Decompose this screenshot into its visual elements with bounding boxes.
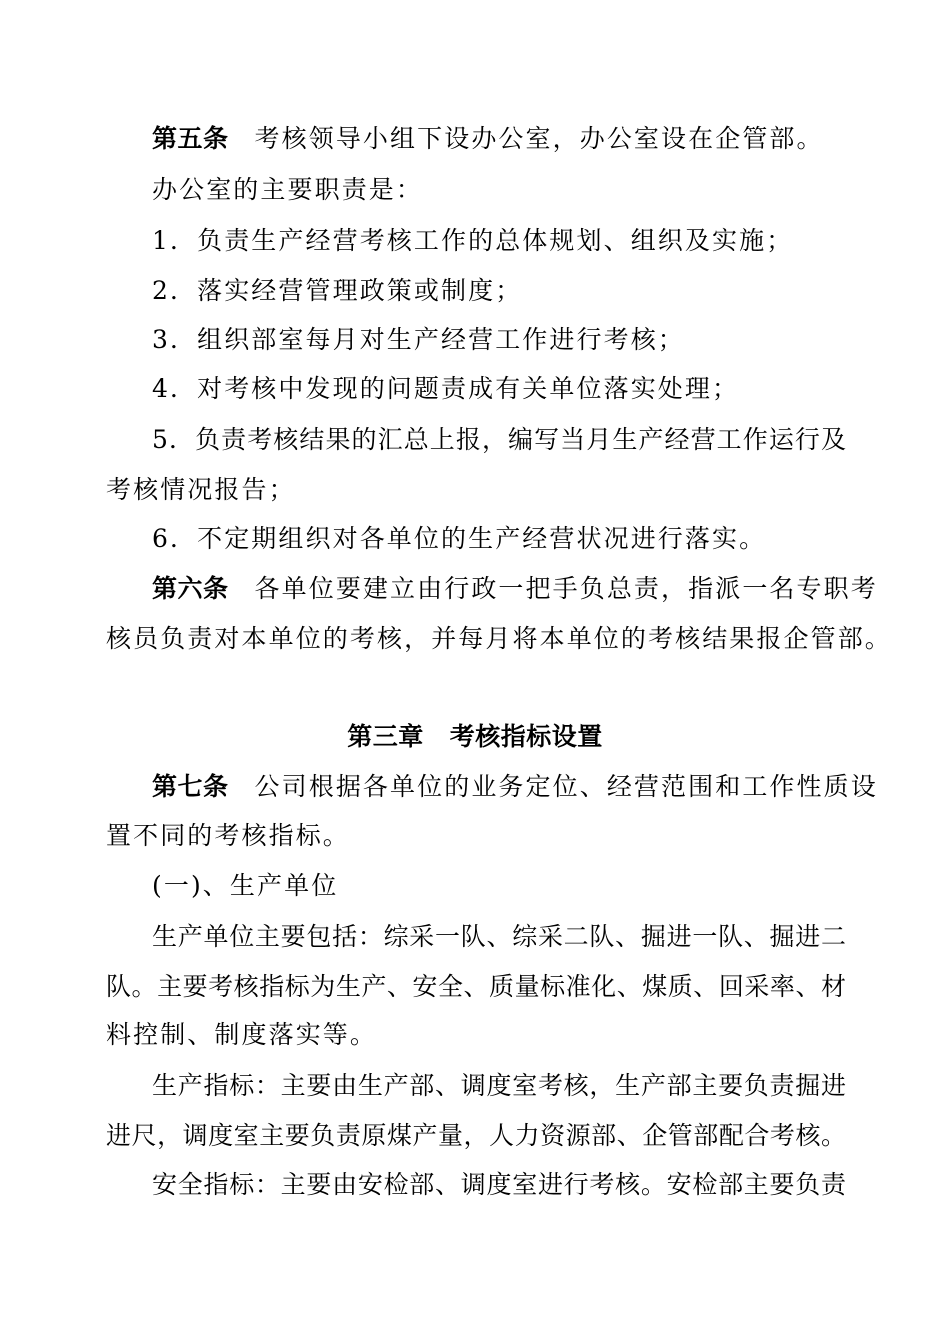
duty-item-1: 1．负责生产经营考核工作的总体规划、组织及实施； xyxy=(152,226,794,255)
article-6 xyxy=(152,574,878,604)
article-7-label: 第七条 xyxy=(152,772,229,801)
duty-item-6: 6．不定期组织对各单位的生产经营状况进行落实。 xyxy=(152,524,767,553)
article-5-label: 第五条 xyxy=(152,124,229,153)
section-heading-production-units: (一)、生产单位 xyxy=(152,871,339,900)
duty-item-3: 3．组织部室每月对生产经营工作进行考核； xyxy=(152,325,685,354)
article-6-label: 第六条 xyxy=(152,574,229,603)
article-5 xyxy=(152,124,846,154)
chapter-number: 第三章 xyxy=(347,722,424,751)
article-7-line-1: 公司根据各单位的业务定位、经营范围和工作性质设 xyxy=(254,772,878,801)
production-index-para-line-2: 进尺，调度室主要负责原煤产量，人力资源部、企管部配合考核。 xyxy=(106,1121,846,1150)
duty-item-5-continued: 考核情况报告； xyxy=(106,475,296,504)
production-units-para-line-2: 队。主要考核指标为生产、安全、质量标准化、煤质、回采率、材 xyxy=(106,972,846,1001)
duty-item-5: 5．负责考核结果的汇总上报，编写当月生产经营工作运行及 xyxy=(152,425,846,454)
article-7 xyxy=(152,772,878,802)
article-6-line-1: 各单位要建立由行政一把手负总责，指派一名专职考 xyxy=(254,574,878,603)
chapter-title: 考核指标设置 xyxy=(449,722,603,751)
chapter-heading xyxy=(0,722,950,752)
article-7-line-2: 置不同的考核指标。 xyxy=(106,821,350,850)
article-5-text: 考核领导小组下设办公室，办公室设在企管部。 xyxy=(254,124,824,153)
duty-item-4: 4．对考核中发现的问题责成有关单位落实处理； xyxy=(152,374,740,403)
office-duties-intro: 办公室的主要职责是： xyxy=(152,175,424,204)
article-6-line-2: 核员负责对本单位的考核，并每月将本单位的考核结果报企管部。 xyxy=(106,624,892,653)
safety-index-para-line-1: 安全指标：主要由安检部、调度室进行考核。安检部主要负责 xyxy=(152,1170,846,1199)
production-units-para-line-1: 生产单位主要包括：综采一队、综采二队、掘进一队、掘进二 xyxy=(152,922,846,951)
duty-item-2: 2．落实经营管理政策或制度； xyxy=(152,276,523,305)
production-index-para-line-1: 生产指标：主要由生产部、调度室考核，生产部主要负责掘进 xyxy=(152,1071,846,1100)
production-units-para-line-3: 料控制、制度落实等。 xyxy=(106,1020,378,1049)
